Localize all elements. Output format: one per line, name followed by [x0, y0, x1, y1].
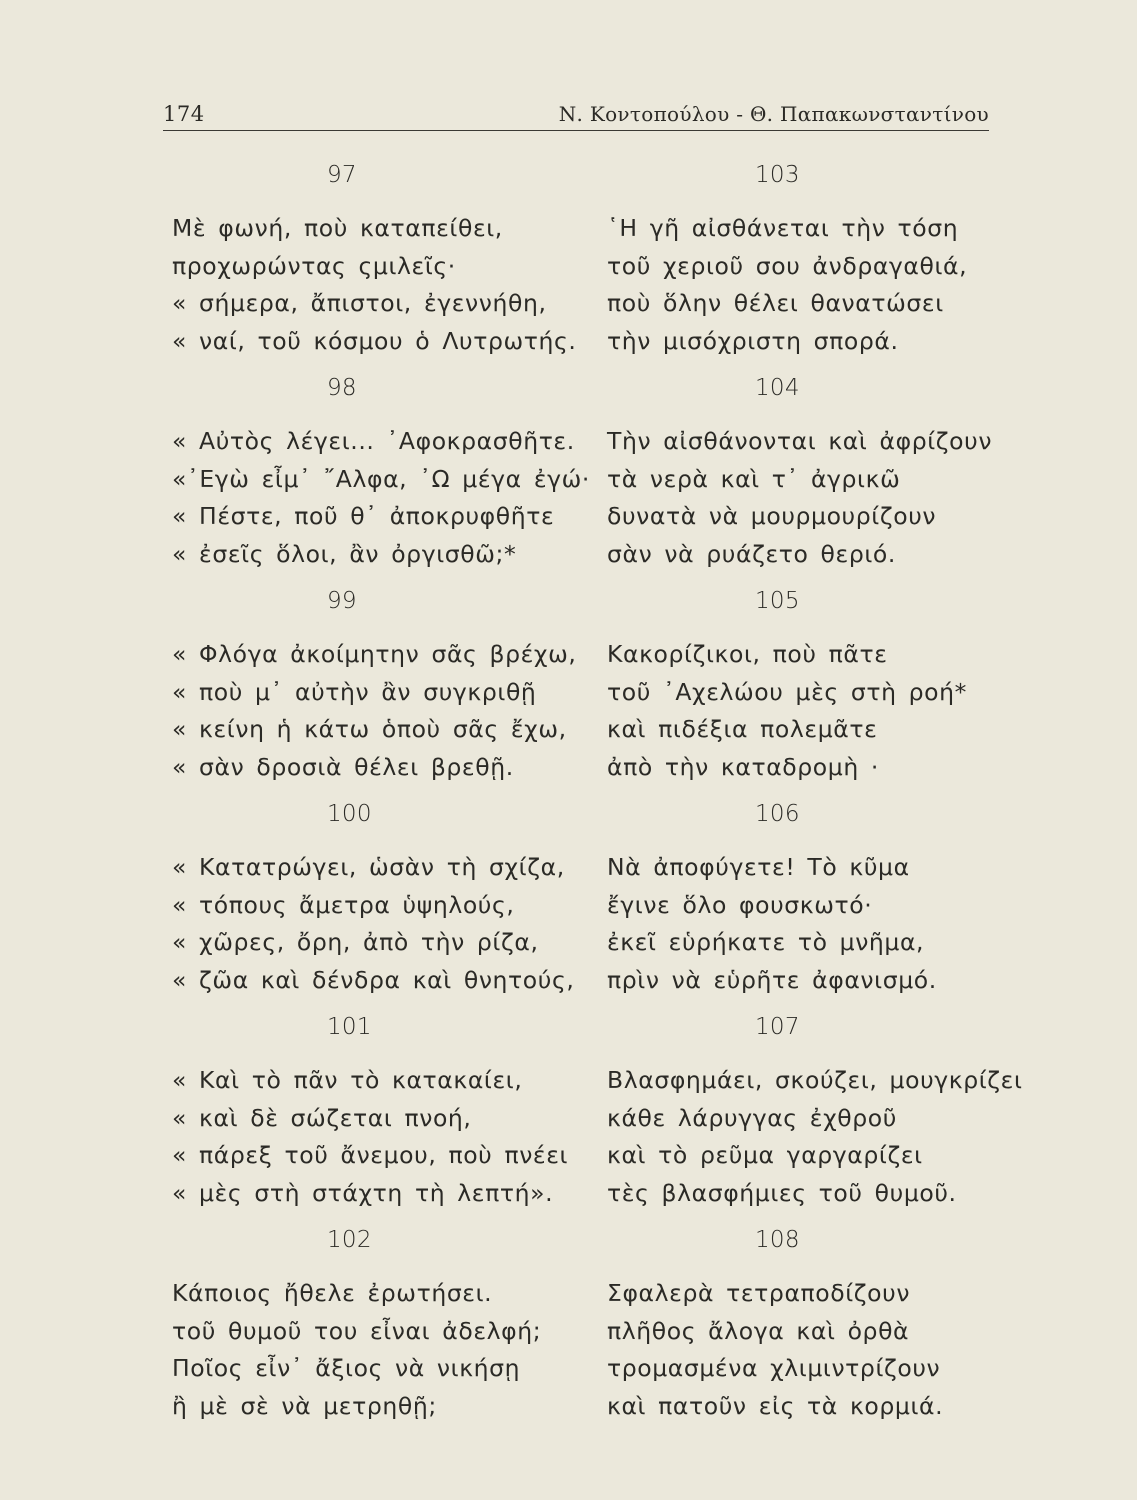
verse-line: « τόπους ἄμετρα ὑψηλούς,	[172, 890, 515, 919]
stanza-number: 102	[327, 1227, 372, 1253]
verse-line: « ἐσεῖς ὅλοι, ἂν ὀργισθῶ;*	[172, 539, 517, 568]
verse-line: τὰ νερὰ καὶ τ᾿ ἀγρικῶ	[607, 464, 901, 493]
stanza-number: 108	[755, 1227, 800, 1253]
verse-line: καὶ τὸ ρεῦμα γαργαρίζει	[607, 1141, 923, 1169]
verse-line: « κείνη ἡ κάτω ὁποὺ σᾶς ἔχω,	[172, 715, 567, 743]
verse-line: τὴν μισόχριστη σπορά.	[607, 326, 899, 355]
verse-line: ἢ μὲ σὲ νὰ μετρηθῇ;	[172, 1391, 437, 1420]
page-header	[163, 102, 989, 132]
verse-line: « ζῶα καὶ δένδρα καὶ θνητούς,	[172, 965, 575, 994]
verse-line: προχωρώντας ςμιλεῖς·	[172, 251, 456, 280]
verse-line: «᾿Εγὼ εἶμ᾿ ῎Αλφα, ᾿Ω μέγα ἐγώ·	[172, 464, 590, 493]
verse-line: τοῦ θυμοῦ του εἶναι ἀδελφή;	[172, 1316, 542, 1345]
verse-line: « Αὐτὸς λέγει... ᾿Αφοκρασθῆτε.	[172, 427, 575, 455]
stanza-number: 97	[327, 162, 357, 188]
verse-line: « ναί, τοῦ κόσμου ὁ Λυτρωτής.	[172, 326, 577, 355]
verse-line: τὲς βλασφήμιες τοῦ θυμοῦ.	[607, 1178, 957, 1207]
stanza-number: 100	[327, 801, 372, 827]
verse-line: « Πέστε, ποῦ θ᾿ ἀποκρυφθῆτε	[172, 502, 555, 530]
verse-line: ἀπὸ τὴν καταδρομὴ ·	[607, 752, 879, 781]
running-head: Ν. Κοντοπούλου - Θ. Παπακωνσταντίνου	[558, 102, 989, 126]
verse-line: τοῦ ᾿Αχελώου μὲς στὴ ροή*	[607, 677, 967, 706]
verse-line: Κακορίζικοι, ποὺ πᾶτε	[607, 640, 888, 668]
verse-line: ἔγινε ὅλο φουσκωτό·	[607, 890, 873, 919]
verse-line: Τὴν αἰσθάνονται καὶ ἀφρίζουν	[607, 427, 993, 455]
verse-line: σὰν νὰ ρυάζετο θεριό.	[607, 539, 896, 568]
verse-line: « σήμερα, ἄπιστοι, ἐγεννήθη,	[172, 289, 547, 317]
verse-line: ποὺ ὅλην θέλει θανατώσει	[607, 289, 944, 317]
page-number: 174	[163, 102, 205, 126]
verse-line: κάθε λάρυγγας ἐχθροῦ	[607, 1103, 897, 1132]
verse-line: « Καὶ τὸ πᾶν τὸ κατακαίει,	[172, 1066, 523, 1094]
verse-line: « μὲς στὴ στάχτη τὴ λεπτή».	[172, 1178, 554, 1207]
verse-line: Κάποιος ἤθελε ἐρωτήσει.	[172, 1279, 493, 1307]
stanza-number: 98	[327, 375, 357, 401]
verse-line: « χῶρες, ὄρη, ἀπὸ τὴν ρίζα,	[172, 928, 539, 956]
verse-line: « σὰν δροσιὰ θέλει βρεθῇ.	[172, 752, 514, 781]
verse-line: πλῆθος ἄλογα καὶ ὀρθὰ	[607, 1316, 910, 1345]
stanza-number: 104	[755, 375, 800, 401]
stanza-number: 106	[755, 801, 800, 827]
verse-line: Μὲ φωνή, ποὺ καταπείθει,	[172, 214, 503, 242]
stanza-number: 103	[755, 162, 800, 188]
verse-line: δυνατὰ νὰ μουρμουρίζουν	[607, 502, 937, 530]
verse-line: καὶ πιδέξια πολεμᾶτε	[607, 715, 878, 743]
stanza-number: 107	[755, 1014, 800, 1040]
verse-line: Βλασφημάει, σκούζει, μουγκρίζει	[607, 1066, 1023, 1094]
verse-line: « ποὺ μ᾿ αὐτὴν ἂν συγκριθῇ	[172, 677, 537, 706]
verse-line: « Φλόγα ἀκοίμητην σᾶς βρέχω,	[172, 640, 577, 668]
header-rule	[163, 130, 989, 131]
stanza-number: 105	[755, 588, 800, 614]
verse-line: « Κατατρώγει, ὡσὰν τὴ σχίζα,	[172, 853, 565, 881]
verse-line: Νὰ ἀποφύγετε! Τὸ κῦμα	[607, 853, 910, 881]
verse-line: ῾Η γῆ αἰσθάνεται τὴν τόση	[607, 214, 959, 242]
verse-line: τοῦ χεριοῦ σου ἀνδραγαθιά,	[607, 251, 968, 280]
stanza-number: 101	[327, 1014, 372, 1040]
verse-line: καὶ πατοῦν εἰς τὰ κορμιά.	[607, 1391, 944, 1420]
verse-line: πρὶν νὰ εὑρῆτε ἀφανισμό.	[607, 965, 937, 994]
verse-line: τρομασμένα χλιμιντρίζουν	[607, 1354, 941, 1382]
verse-line: « καὶ δὲ σώζεται πνοή,	[172, 1103, 472, 1132]
verse-line: « πάρεξ τοῦ ἄνεμου, ποὺ πνέει	[172, 1141, 569, 1169]
stanza-number: 99	[327, 588, 357, 614]
verse-line: Σφαλερὰ τετραποδίζουν	[607, 1279, 911, 1307]
verse-line: ἐκεῖ εὑρήκατε τὸ μνῆμα,	[607, 928, 925, 956]
verse-line: Ποῖος εἶν᾿ ἄξιος νὰ νικήσῃ	[172, 1354, 521, 1382]
